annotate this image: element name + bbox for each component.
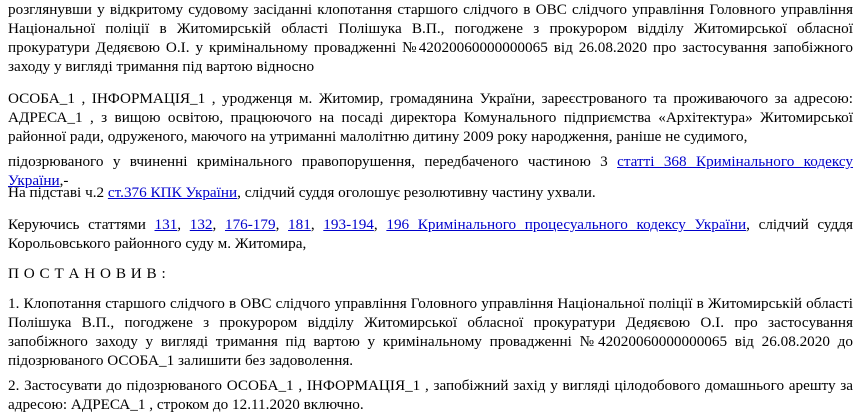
link-article-132[interactable]: 132	[189, 216, 213, 233]
separator: ,	[177, 216, 190, 233]
legal-basis-text-end: , слідчий суддя оголошує резолютивну частину ухвали.	[237, 184, 596, 201]
link-articles-193-194[interactable]: 193-194	[323, 216, 374, 233]
paragraph-ruling-item-2: 2. Застосувати до підозрюваного ОСОБА_1 , ІНФОРМАЦІЯ_1 , запобіжний захід у вигляді цілодобового домашнього арешту за адресою: АДРЕСА_1 , строком до 12.11.2020 включно.	[8, 377, 853, 413]
resolved-heading: П О С Т А Н О В И В :	[8, 265, 167, 282]
suspicion-text-end: ,-	[59, 172, 69, 189]
paragraph-guided-by-articles	[8, 215, 853, 253]
guided-by-text-end: , слідчий суддя Корольовського районного суду м. Житомира,	[8, 216, 854, 252]
legal-basis-text: На підставі ч.2	[8, 184, 108, 201]
suspicion-text: підозрюваного у вчиненні кримінального правопорушення, передбаченого частиною 3	[8, 153, 618, 170]
link-article-131[interactable]: 131	[154, 216, 178, 233]
separator: ,	[310, 216, 324, 233]
paragraph-considering-motion: розглянувши у відкритому судовому засіданні клопотання старшого слідчого в ОВС слідчого управління Головного управління Національної поліції в Житомирській області Полішука В.П., погоджене з прокурором відділу Житомирської обласної прокуратури Дедяєвою О.І. у кримінальному провадженні №42020060000000065 від 26.08.2020 про застосування запобіжного заходу у вигляді тримання під вартою відносно	[8, 1, 853, 75]
link-article-196-cpc[interactable]: 196 Кримінального процесуального кодексу України	[386, 216, 747, 233]
link-article-368-criminal-code[interactable]: статті 368 Кримінального кодексу України	[8, 153, 853, 189]
separator: ,	[275, 216, 289, 233]
paragraph-person-details: ОСОБА_1 , ІНФОРМАЦІЯ_1 , уродженця м. Житомир, громадянина України, зареєстрованого та проживаючого за адресою: АДРЕСА_1 , з вищою освітою, працюючого на посаді директора Комунального підприємства «Архітектура» Житомирської районної ради, одруженого, маючого на утриманні малолітню дитину 2009 року народження, раніше не судимого,	[8, 90, 853, 145]
separator: ,	[212, 216, 225, 233]
link-articles-176-179[interactable]: 176-179	[224, 216, 276, 233]
guided-by-text: Керуючись статтями	[8, 216, 155, 233]
paragraph-legal-basis	[8, 183, 853, 202]
separator: ,	[373, 216, 387, 233]
paragraph-ruling-item-1: 1. Клопотання старшого слідчого в ОВС слідчого управління Головного управління Національної поліції в Житомирській області Полішука В.П., погоджене з прокурором відділу Житомирської обласної прокуратури Дедяєвою О.І. про застосування запобіжного заходу у вигляді тримання під вартою у кримінальному провадженні №42020060000000065 від 26.08.2020 до підозрюваного ОСОБА_1 залишити без задоволення.	[8, 295, 853, 369]
link-article-181[interactable]: 181	[288, 216, 311, 233]
link-article-376-cpc[interactable]: ст.376 КПК України	[107, 184, 238, 201]
